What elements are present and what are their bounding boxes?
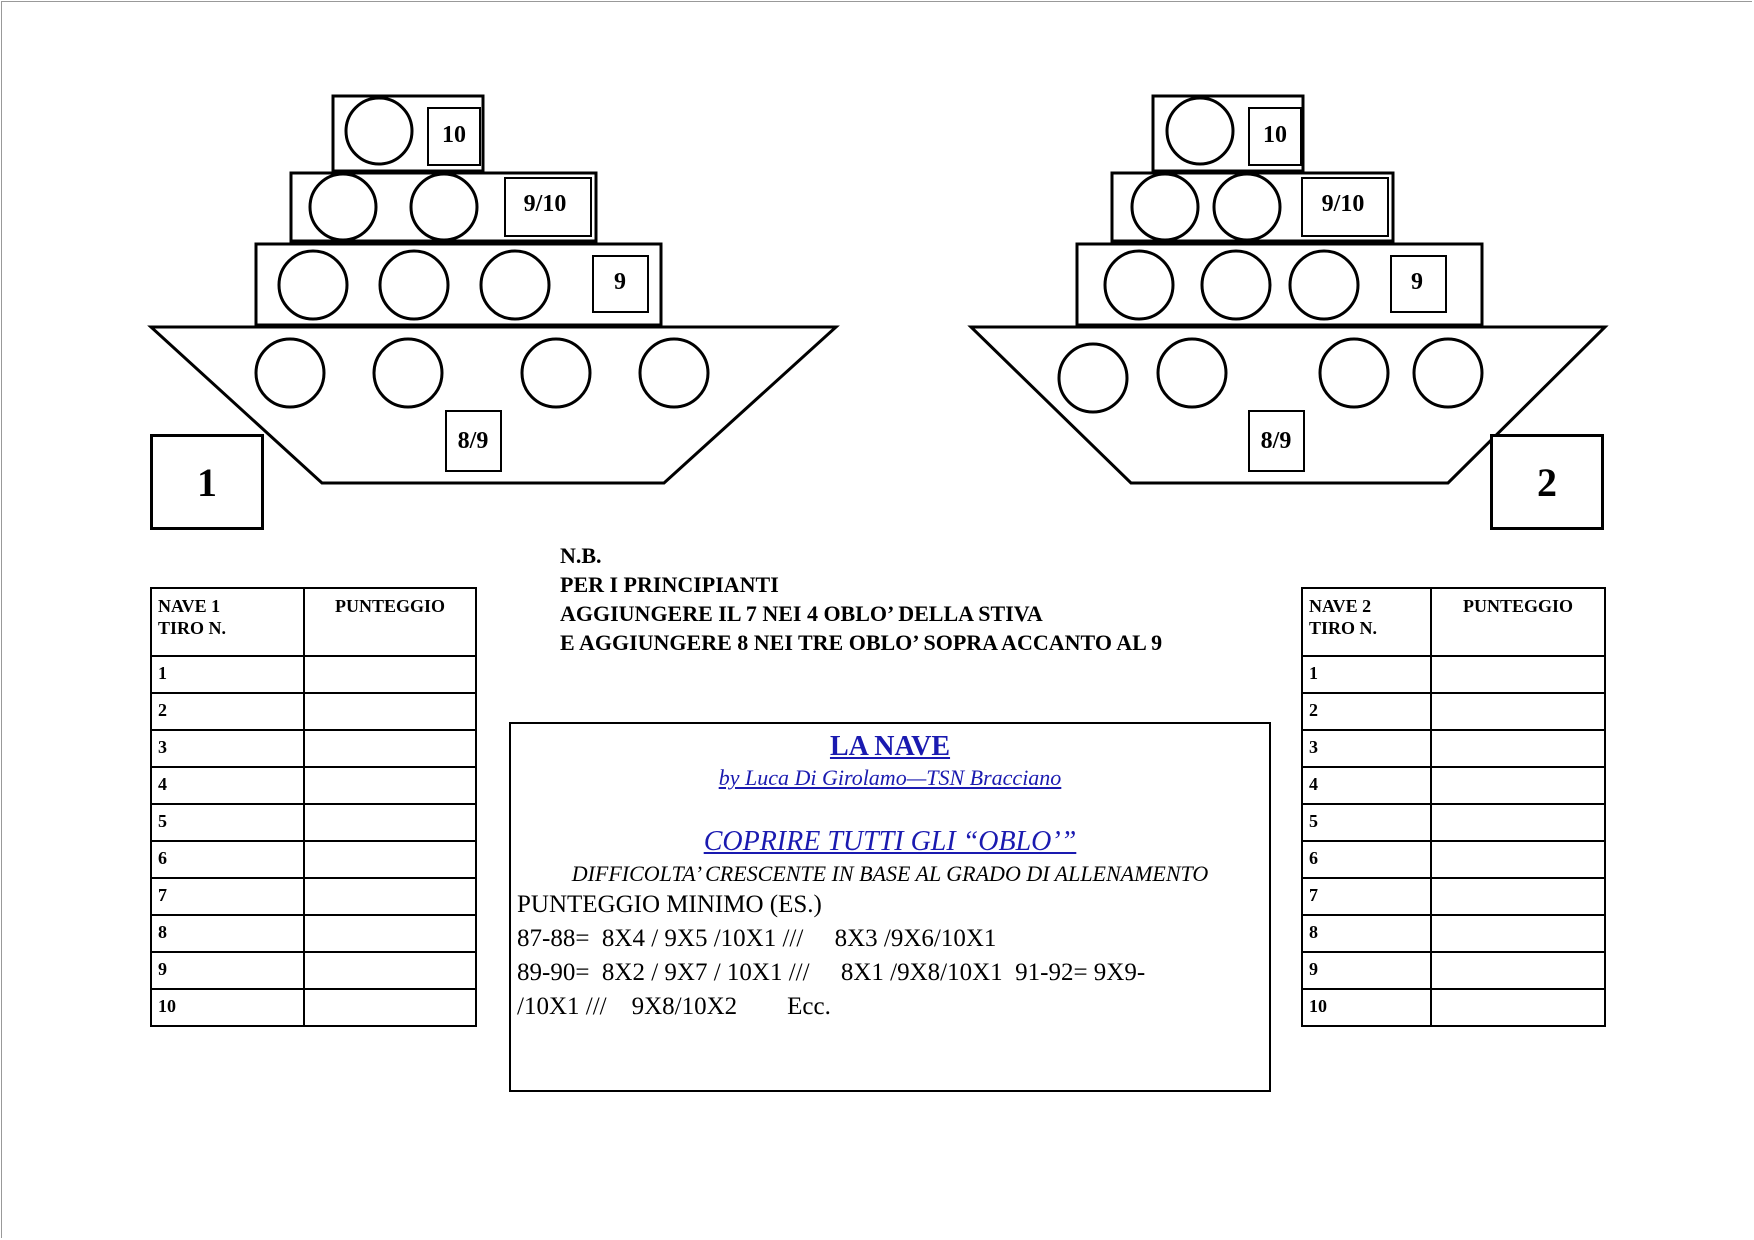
ship-2-label-hull: 8/9: [1260, 428, 1292, 454]
difficulty-note: DIFFICOLTA’ CRESCENTE IN BASE AL GRADO DI ALLENAMENTO: [571, 861, 1209, 886]
score-cell[interactable]: [304, 841, 476, 878]
score-cell[interactable]: [1431, 989, 1605, 1026]
ship-2-porthole: [1214, 174, 1280, 240]
table-row: [1302, 693, 1605, 730]
table-row: [151, 915, 476, 952]
score-cell[interactable]: [304, 952, 476, 989]
table-row: [1302, 804, 1605, 841]
shot-number: 8: [151, 915, 304, 952]
table-row: [1302, 989, 1605, 1026]
table-row: [151, 989, 476, 1026]
score-line-1: PUNTEGGIO MINIMO (ES.): [517, 891, 822, 918]
info-box: [509, 722, 1271, 1092]
shot-number: 10: [151, 989, 304, 1026]
shot-number: 1: [1302, 656, 1431, 693]
ship-2-number: 2: [1537, 459, 1557, 505]
table-header-row: [151, 588, 476, 656]
score-cell[interactable]: [304, 915, 476, 952]
table-row: [151, 804, 476, 841]
note-line-1: N.B.: [560, 543, 602, 568]
score-header: PUNTEGGIO: [1431, 588, 1605, 656]
shot-number: 2: [151, 693, 304, 730]
table-row: [151, 878, 476, 915]
ship-2-label-third: 9: [1411, 269, 1423, 295]
ship-1-label-third: 9: [614, 269, 626, 295]
score-cell[interactable]: [304, 767, 476, 804]
ship-1-label-hull: 8/9: [457, 428, 489, 454]
score-cell[interactable]: [1431, 952, 1605, 989]
shot-number: 7: [1302, 878, 1431, 915]
ship-2-porthole: [1414, 339, 1482, 407]
shot-number-header: NAVE 1 TIRO N.: [151, 588, 304, 656]
table-row: [1302, 952, 1605, 989]
ship-2-porthole: [1105, 251, 1173, 319]
score-cell[interactable]: [1431, 804, 1605, 841]
ship-2-porthole: [1132, 174, 1198, 240]
ship-2-porthole: [1158, 339, 1226, 407]
table-row: [151, 730, 476, 767]
score-cell[interactable]: [304, 693, 476, 730]
shot-number: 8: [1302, 915, 1431, 952]
score-cell[interactable]: [1431, 878, 1605, 915]
shot-number-header: NAVE 2 TIRO N.: [1302, 588, 1431, 656]
table-row: [151, 841, 476, 878]
table-row: [151, 767, 476, 804]
shot-number: 4: [151, 767, 304, 804]
game-title[interactable]: LA NAVE: [829, 731, 951, 762]
shot-number: 6: [151, 841, 304, 878]
score-cell[interactable]: [1431, 767, 1605, 804]
shot-number: 3: [1302, 730, 1431, 767]
score-cell[interactable]: [1431, 656, 1605, 693]
table-row: [151, 952, 476, 989]
ship-2-porthole: [1059, 344, 1127, 412]
score-line-4: /10X1 /// 9X8/10X2 Ecc.: [517, 993, 831, 1020]
ship-2-label-second: 9/10: [1321, 191, 1365, 217]
beginner-note: [560, 541, 1162, 657]
shot-number: 1: [151, 656, 304, 693]
shot-number: 9: [1302, 952, 1431, 989]
table-row: [1302, 656, 1605, 693]
ship-2-porthole: [1202, 251, 1270, 319]
table-header-row: [1302, 588, 1605, 656]
ship-2-porthole: [1320, 339, 1388, 407]
note-line-3: AGGIUNGERE IL 7 NEI 4 OBLO’ DELLA STIVA: [560, 601, 1043, 626]
score-line-2: 87-88= 8X4 / 9X5 /10X1 /// 8X3 /9X6/10X1: [517, 925, 997, 952]
ship-2-porthole: [1290, 251, 1358, 319]
ship-2-number-box: [1490, 434, 1604, 530]
shot-number: 2: [1302, 693, 1431, 730]
shot-number: 5: [151, 804, 304, 841]
ship-2-label-top: 10: [1263, 122, 1287, 148]
score-cell[interactable]: [1431, 693, 1605, 730]
author-credit[interactable]: by Luca Di Girolamo—TSN Bracciano: [718, 765, 1062, 790]
score-cell[interactable]: [304, 804, 476, 841]
shot-number: 7: [151, 878, 304, 915]
score-header: PUNTEGGIO: [304, 588, 476, 656]
score-table-ship-1: [150, 587, 477, 1027]
score-cell[interactable]: [304, 878, 476, 915]
table-row: [1302, 878, 1605, 915]
table-row: [1302, 730, 1605, 767]
table-row: [1302, 915, 1605, 952]
score-cell[interactable]: [304, 730, 476, 767]
score-cell[interactable]: [1431, 915, 1605, 952]
score-cell[interactable]: [304, 989, 476, 1026]
objective-heading[interactable]: COPRIRE TUTTI GLI “OBLO’”: [703, 826, 1077, 857]
note-line-2: PER I PRINCIPIANTI: [560, 572, 779, 597]
table-row: [1302, 767, 1605, 804]
ship-2-porthole: [1167, 98, 1233, 164]
ship-1-number: 1: [197, 459, 217, 505]
table-row: [1302, 841, 1605, 878]
score-table-ship-2: [1301, 587, 1606, 1027]
shot-number: 9: [151, 952, 304, 989]
ship-1-label-top: 10: [442, 122, 466, 148]
shot-number: 10: [1302, 989, 1431, 1026]
shot-number: 5: [1302, 804, 1431, 841]
score-cell[interactable]: [304, 656, 476, 693]
score-line-3: 89-90= 8X2 / 9X7 / 10X1 /// 8X1 /9X8/10X1 91-92= 9X9-: [517, 959, 1146, 986]
shot-number: 3: [151, 730, 304, 767]
table-row: [151, 656, 476, 693]
minimum-score-text: [517, 888, 1263, 1024]
score-cell[interactable]: [1431, 730, 1605, 767]
table-row: [151, 693, 476, 730]
score-cell[interactable]: [1431, 841, 1605, 878]
note-line-4: E AGGIUNGERE 8 NEI TRE OBLO’ SOPRA ACCANTO AL 9: [560, 630, 1163, 655]
shot-number: 4: [1302, 767, 1431, 804]
shot-number: 6: [1302, 841, 1431, 878]
ship-1-label-second: 9/10: [523, 191, 567, 217]
